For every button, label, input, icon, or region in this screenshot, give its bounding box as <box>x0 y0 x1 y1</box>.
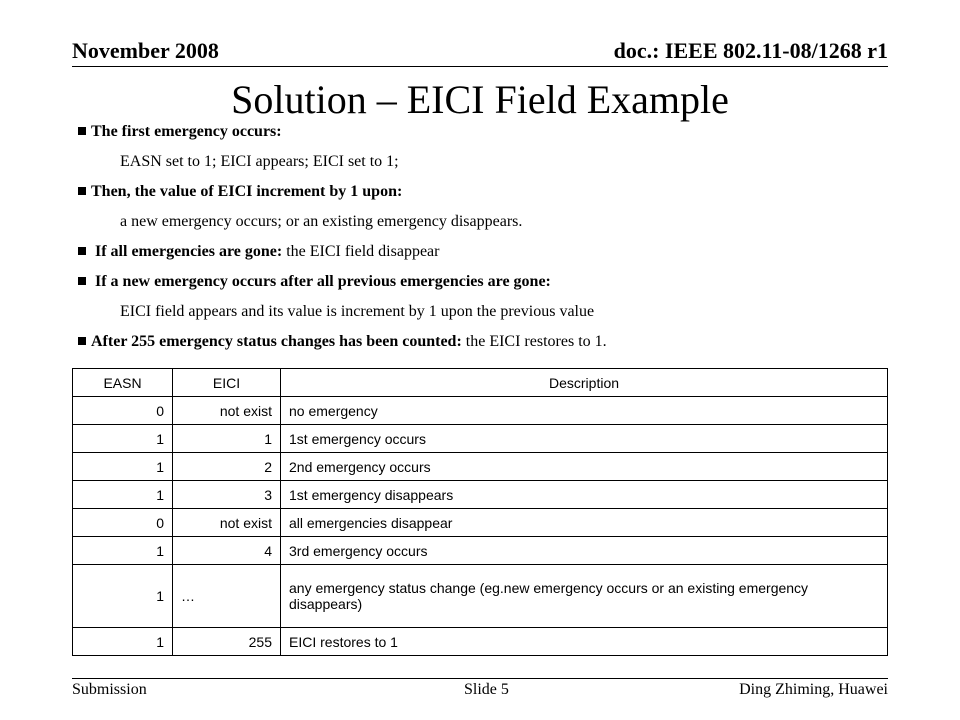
header-rule <box>72 66 888 67</box>
cell-easn: 1 <box>73 453 173 481</box>
header-easn: EASN <box>73 369 173 397</box>
bullet-first-emergency <box>78 123 282 141</box>
cell-easn: 1 <box>73 425 173 453</box>
bullet-after-255 <box>78 333 607 351</box>
table-header-row <box>73 369 888 397</box>
bullet-eici-increment <box>78 183 402 201</box>
table-row <box>73 628 888 656</box>
cell-easn: 1 <box>73 565 173 628</box>
footer-rule <box>72 678 888 679</box>
sub-line-easn-set: EASN set to 1; EICI appears; EICI set to 1; <box>120 153 399 170</box>
square-bullet-icon <box>78 187 86 195</box>
bullet-bold: After 255 emergency status changes has been counted: <box>91 333 462 350</box>
table-row <box>73 537 888 565</box>
cell-description: 1st emergency disappears <box>281 481 888 509</box>
cell-eici: … <box>173 565 281 628</box>
footer-slide-number: Slide 5 <box>464 681 509 698</box>
table-row <box>73 509 888 537</box>
bullet-bold: Then, the value of EICI increment by 1 upon: <box>91 183 403 200</box>
header-date: November 2008 <box>72 38 219 63</box>
cell-description: 2nd emergency occurs <box>281 453 888 481</box>
table-row <box>73 453 888 481</box>
table-row <box>73 565 888 628</box>
footer-author: Ding Zhiming, Huawei <box>739 681 888 698</box>
cell-easn: 1 <box>73 628 173 656</box>
cell-eici: not exist <box>173 509 281 537</box>
bullet-bold: The first emergency occurs: <box>91 123 282 140</box>
square-bullet-icon <box>78 337 86 345</box>
footer-submission: Submission <box>72 681 147 698</box>
table-row <box>73 397 888 425</box>
square-bullet-icon <box>78 127 86 135</box>
bullet-new-after-gone <box>78 273 551 291</box>
square-bullet-icon <box>78 277 86 285</box>
cell-description: EICI restores to 1 <box>281 628 888 656</box>
cell-description: all emergencies disappear <box>281 509 888 537</box>
cell-eici: 4 <box>173 537 281 565</box>
cell-easn: 1 <box>73 537 173 565</box>
header-doc-id: doc.: IEEE 802.11-08/1268 r1 <box>613 38 888 63</box>
slide-title: Solution – EICI Field Example <box>231 77 729 122</box>
header-description: Description <box>281 369 888 397</box>
cell-eici: 1 <box>173 425 281 453</box>
cell-easn: 0 <box>73 397 173 425</box>
header-eici: EICI <box>173 369 281 397</box>
cell-easn: 1 <box>73 481 173 509</box>
bullet-bold: If all emergencies are gone: <box>91 243 283 260</box>
sub-line-eici-appears: EICI field appears and its value is increment by 1 upon the previous value <box>120 303 595 320</box>
cell-description: any emergency status change (eg.new emergency occurs or an existing emergency disappears) <box>281 565 888 628</box>
cell-description: no emergency <box>281 397 888 425</box>
sub-line-increment-conditions: a new emergency occurs; or an existing emergency disappears. <box>120 213 523 230</box>
cell-description: 3rd emergency occurs <box>281 537 888 565</box>
eici-example-table <box>72 368 888 656</box>
cell-eici: not exist <box>173 397 281 425</box>
bullet-all-gone <box>78 243 439 261</box>
bullet-text: the EICI field disappear <box>282 243 440 260</box>
bullet-text: the EICI restores to 1. <box>461 333 607 350</box>
table-row <box>73 481 888 509</box>
cell-eici: 3 <box>173 481 281 509</box>
bullet-bold: If a new emergency occurs after all previous emergencies are gone: <box>91 273 551 290</box>
cell-eici: 2 <box>173 453 281 481</box>
table-row <box>73 425 888 453</box>
cell-eici: 255 <box>173 628 281 656</box>
square-bullet-icon <box>78 247 86 255</box>
cell-easn: 0 <box>73 509 173 537</box>
cell-description: 1st emergency occurs <box>281 425 888 453</box>
